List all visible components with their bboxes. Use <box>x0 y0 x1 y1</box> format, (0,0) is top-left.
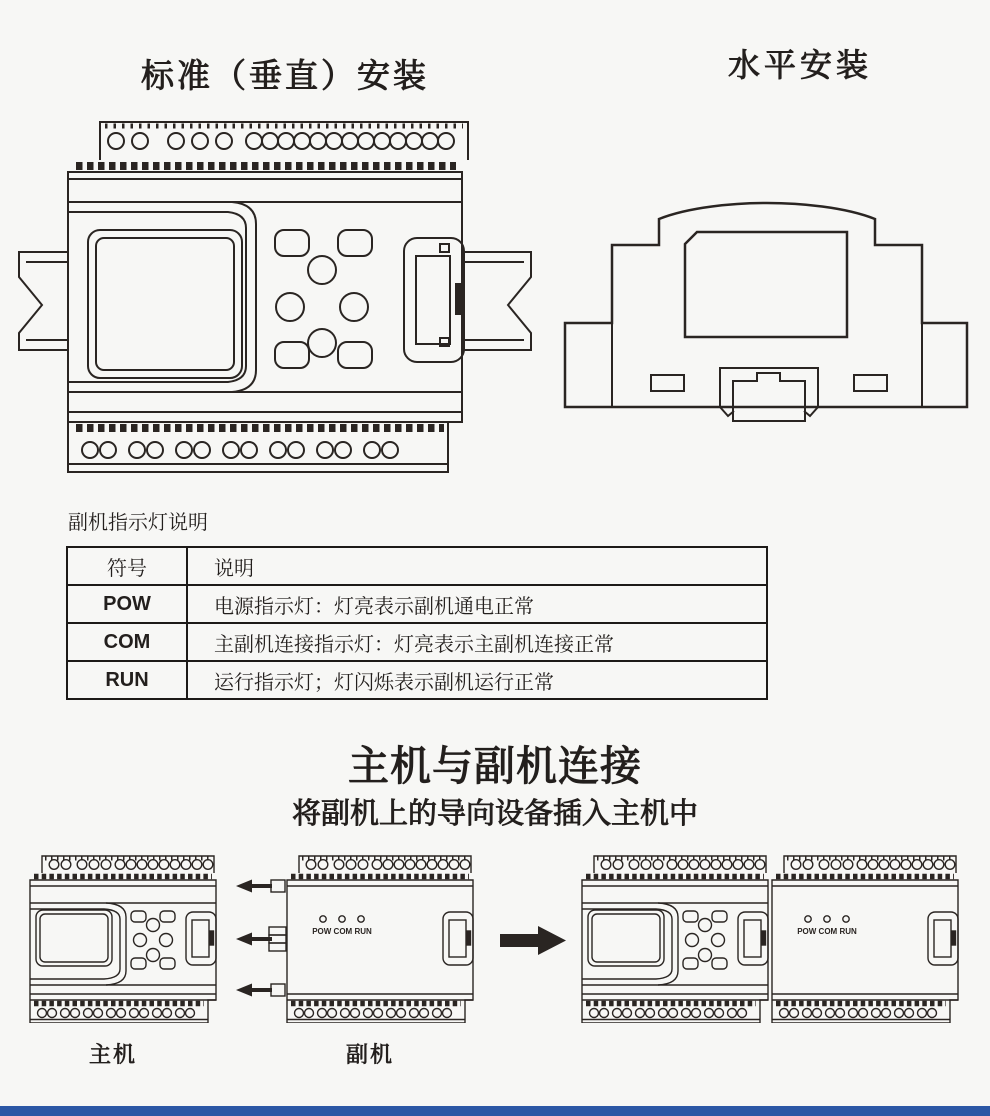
arrow-right-icon <box>500 926 566 955</box>
table-header-row <box>67 547 767 585</box>
table-row <box>67 585 767 623</box>
arrow-left-icon <box>236 984 272 997</box>
din-rail-right <box>462 252 531 350</box>
keypad <box>275 230 372 368</box>
table-row <box>67 623 767 661</box>
vertical-mount-title: 标准（垂直）安装 <box>141 59 429 95</box>
horizontal-mount-title: 水平安装 <box>727 47 872 83</box>
indicator-caption: 副机指示灯说明 <box>68 512 208 534</box>
symbol-cell: POW <box>67 585 187 623</box>
device-screen <box>88 230 242 378</box>
connection-title: 主机与副机连接 <box>348 743 642 789</box>
bottom-accent-bar <box>0 1106 990 1116</box>
symbol-cell: COM <box>67 623 187 661</box>
description-cell: 运行指示灯；灯闪烁表示副机运行正常 <box>187 661 767 699</box>
bottom-terminal-block <box>68 442 448 464</box>
expansion-port <box>404 238 464 362</box>
profile-display-area <box>685 232 847 337</box>
assembly-master-module <box>582 856 768 1023</box>
header-symbol: 符号 <box>67 547 187 585</box>
slave-module <box>287 856 473 1023</box>
connection-diagram <box>0 843 990 1038</box>
assembly-slave-module <box>772 856 958 1023</box>
device-front-drawing <box>68 122 468 472</box>
table-row <box>67 661 767 699</box>
insert-arrows <box>236 880 272 997</box>
description-cell: 电源指示灯：灯亮表示副机通电正常 <box>187 585 767 623</box>
top-terminal-block <box>100 122 468 160</box>
horizontal-mount-diagram <box>555 185 975 440</box>
indicator-table <box>66 546 768 700</box>
slave-label: 副机 <box>345 1042 394 1067</box>
arrow-left-icon <box>236 880 272 893</box>
connection-subtitle: 将副机上的导向设备插入主机中 <box>291 798 698 830</box>
master-label: 主机 <box>88 1042 137 1067</box>
header-description: 说明 <box>187 547 767 585</box>
arrow-left-icon <box>236 933 272 946</box>
vertical-mount-diagram <box>0 112 550 492</box>
symbol-cell: RUN <box>67 661 187 699</box>
din-rail-left <box>19 252 68 350</box>
master-module <box>30 856 216 1023</box>
din-clip <box>720 368 818 421</box>
description-cell: 主副机连接指示灯：灯亮表示主副机连接正常 <box>187 623 767 661</box>
